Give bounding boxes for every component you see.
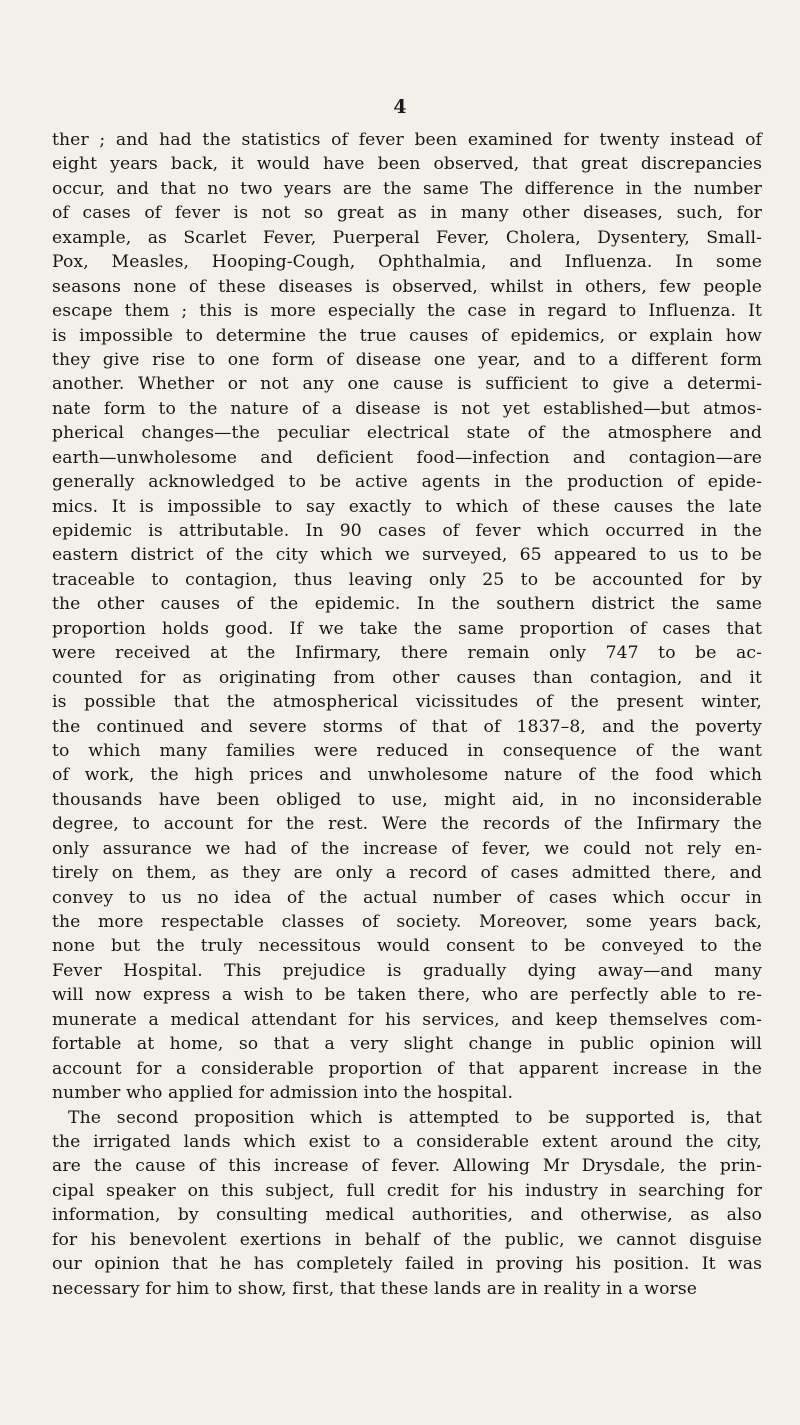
text-line: cipal speaker on this subject, full credit for his industry in searching for [52,1180,762,1201]
text-line: earth—unwholesome and deficient food—infection and contagion—are [52,447,762,468]
text-line: The second proposition which is attempted to be supported is, that [68,1107,762,1128]
text-line: eight years back, it would have been observed, that great discrepancies [52,154,762,175]
text-line: the irrigated lands which exist to a considerable extent around the city, [52,1131,762,1152]
text-line: degree, to account for the rest. Were the records of the Infirmary the [52,814,762,835]
text-line: they give rise to one form of disease one year, and to a different form [52,349,762,370]
text-line: Pox, Measles, Hooping-Cough, Ophthalmia, and Influenza. In some [52,252,762,273]
text-line: traceable to contagion, thus leaving only 25 to be accounted for by [52,569,762,590]
text-line: proportion holds good. If we take the same proportion of cases that [52,618,762,639]
text-line: mics. It is impossible to say exactly to which of these causes the late [52,496,762,517]
text-line: thousands have been obliged to use, might aid, in no inconsiderable [52,789,762,810]
text-line: nate form to the nature of a disease is not yet established—but atmos- [52,398,762,419]
text-line: are the cause of this increase of fever. Allowing Mr Drysdale, the prin- [52,1156,762,1177]
text-line: the other causes of the epidemic. In the southern district the same [52,594,762,615]
text-line: the continued and severe storms of that of 1837–8, and the poverty [52,716,762,737]
text-line: fortable at home, so that a very slight change in public opinion will [52,1034,762,1055]
text-line: information, by consulting medical authorities, and otherwise, as also [52,1205,762,1226]
text-line: account for a considerable proportion of that apparent increase in the [52,1058,762,1079]
text-line: Fever Hospital. This prejudice is gradually dying away—and many [52,960,762,981]
text-line: tirely on them, as they are only a record of cases admitted there, and [52,863,762,884]
text-line: counted for as originating from other causes than contagion, and it [52,667,762,688]
text-line: occur, and that no two years are the same The difference in the number [52,178,762,199]
text-line: generally acknowledged to be active agents in the production of epide- [52,472,762,493]
text-line: number who applied for admission into the hospital. [52,1083,514,1104]
text-line: convey to us no idea of the actual number of cases which occur in [52,887,762,908]
text-line: pherical changes—the peculiar electrical state of the atmosphere and [52,423,762,444]
text-line: necessary for him to show, first, that these lands are in reality in a worse [52,1278,698,1299]
text-line: of work, the high prices and unwholesome nature of the food which [52,765,762,786]
text-line: the more respectable classes of society. Moreover, some years back, [52,912,762,932]
text-line: example, as Scarlet Fever, Puerperal Fever, Cholera, Dysentery, Small- [52,227,762,248]
text-line: none but the truly necessitous would consent to be conveyed to the [52,936,762,957]
text-line: of cases of fever is not so great as in many other diseases, such, for [52,203,762,224]
text-line: seasons none of these diseases is observed, whilst in others, few people [52,276,762,297]
text-line: only assurance we had of the increase of fever, we could not rely en- [52,838,762,859]
text-line: for his benevolent exertions in behalf of the public, we cannot disguise [52,1229,762,1250]
text-line: escape them ; this is more especially the case in regard to Influenza. It [52,301,762,322]
text-line: will now express a wish to be taken there, who are perfectly able to re- [52,985,762,1006]
text-line: is impossible to determine the true causes of epidemics, or explain how [52,325,762,346]
text-line: munerate a medical attendant for his services, and keep themselves com- [52,1009,762,1030]
text-line: another. Whether or not any one cause is sufficient to give a determi- [52,374,762,395]
text-line: epidemic is attributable. In 90 cases of fever which occurred in the [52,521,762,541]
text-line: to which many families were reduced in consequence of the want [52,740,762,761]
text-line: is possible that the atmospherical vicissitudes of the present winter, [52,692,762,713]
text-line: eastern district of the city which we surveyed, 65 appeared to us to be [52,545,762,566]
body-text [52,128,762,1301]
text-line: ther ; and had the statistics of fever been examined for twenty instead of [52,130,762,150]
page-number: 4 [393,96,407,118]
text-line: were received at the Infirmary, there remain only 747 to be ac- [52,643,762,664]
text-line: our opinion that he has completely failed in proving his position. It was [52,1254,762,1275]
